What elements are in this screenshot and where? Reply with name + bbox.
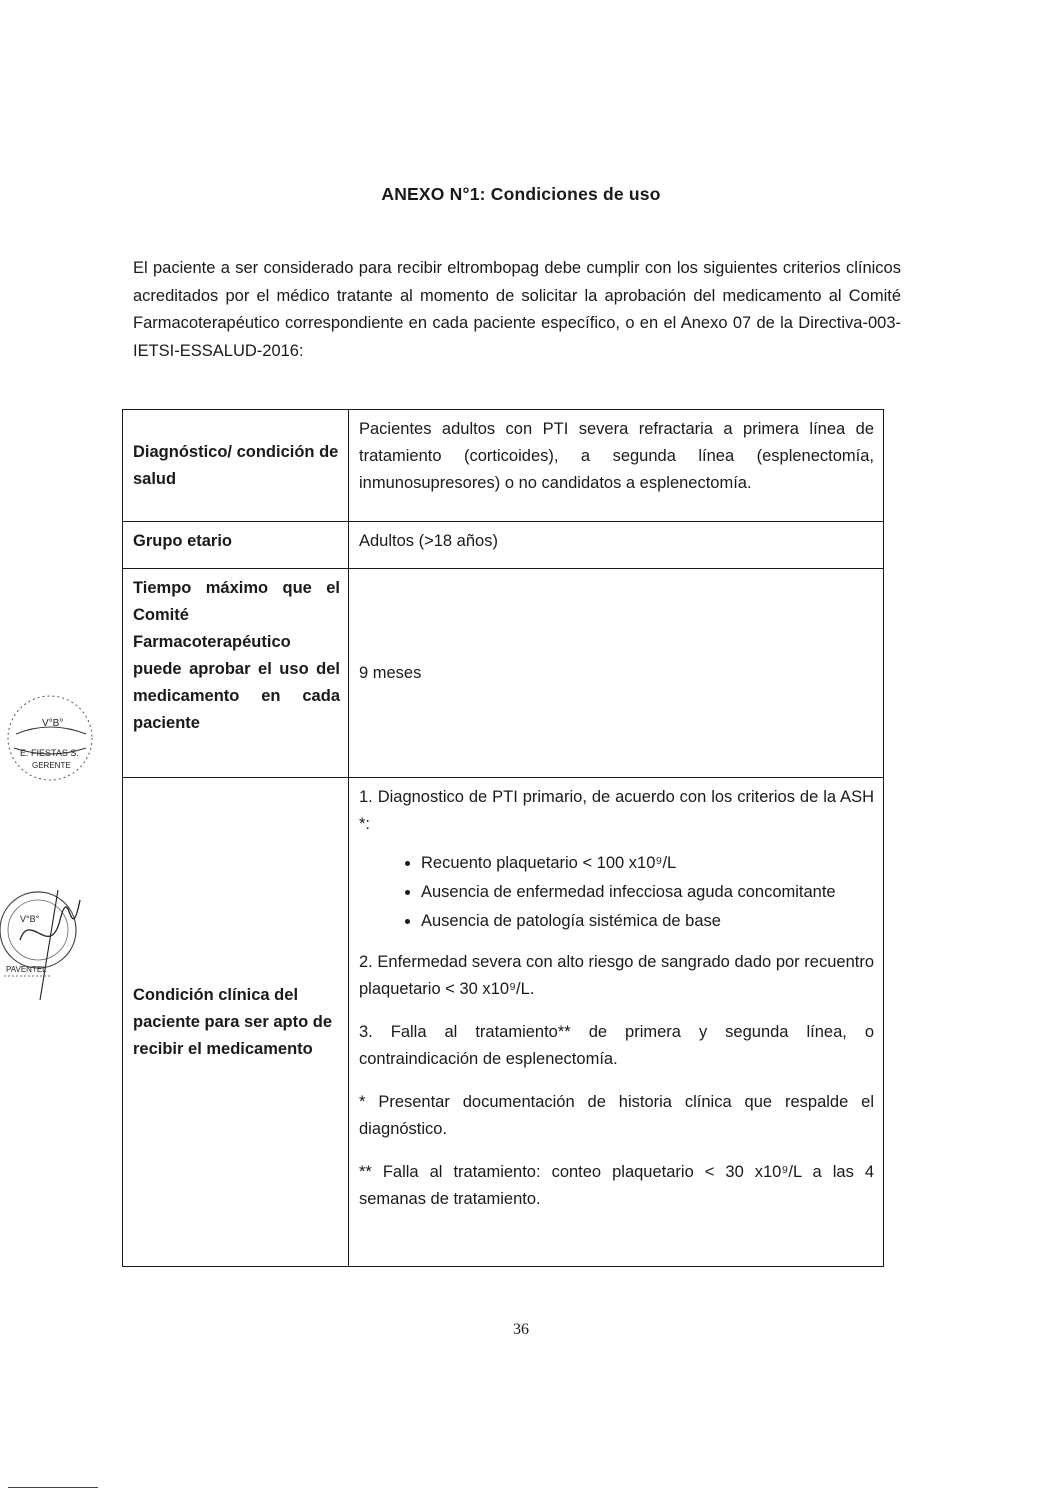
condition-item-3: 3. Falla al tratamiento** de primera y segunda línea, o contraindicación de esplenectomía. <box>359 1023 874 1068</box>
stamp-2-name: PAVENTEL <box>6 965 47 974</box>
condition-item-1: 1. Diagnostico de PTI primario, de acuerdo con los criterios de la ASH *: <box>359 788 874 833</box>
stamp-1-role: GERENTE <box>32 761 71 770</box>
max-time-label: Tiempo máximo que el Comité Farmacoterapéutico puede aprobar el uso del medicamento en cada paciente <box>123 569 349 778</box>
table-row <box>123 522 884 569</box>
condition-label: Condición clínica del paciente para ser apto de recibir el medicamento <box>123 778 349 1267</box>
condition-bullets <box>359 850 874 935</box>
stamp-1-name: E. FIESTAS S. <box>20 748 79 758</box>
stamp-2-vobo: V°B° <box>20 914 40 924</box>
stamp-1-vobo: V°B° <box>42 718 64 729</box>
approval-stamp-1 <box>2 690 98 786</box>
page-title: ANEXO N°1: Condiciones de uso <box>381 184 661 204</box>
conditions-table <box>122 409 884 1267</box>
table-row <box>123 778 884 1267</box>
intro-paragraph: El paciente a ser considerado para recibir eltrombopag debe cumplir con los siguientes criterios clínicos acreditados por el médico tratante al momento de solicitar la aprobación del medicamento al Comité Farmacoterapéutico correspondiente en cada paciente específico, o en el Anexo 07 de la Directiva-003-IETSI-ESSALUD-2016: <box>133 259 901 360</box>
age-group-value: Adultos (>18 años) <box>349 522 884 569</box>
condition-note-1: * Presentar documentación de historia clínica que respalde el diagnóstico. <box>359 1093 874 1138</box>
table-row <box>123 410 884 522</box>
age-group-label: Grupo etario <box>123 522 349 569</box>
diagnosis-value <box>349 410 884 522</box>
diagnosis-text: Pacientes adultos con PTI severa refractaria a primera línea de tratamiento (corticoides), a segunda línea (esplenectomía, inmunosupresores) o no candidatos a esplenectomía. <box>359 420 874 492</box>
condition-item-2: 2. Enfermedad severa con alto riesgo de sangrado dado por recuentro plaquetario < 30 x10⁹/L. <box>359 953 874 998</box>
list-item: • Recuento plaquetario < 100 x10⁹/L <box>421 850 874 877</box>
condition-note-2: ** Falla al tratamiento: conteo plaquetario < 30 x10⁹/L a las 4 semanas de tratamiento. <box>359 1163 874 1208</box>
page-number: 36 <box>513 1321 529 1338</box>
condition-value <box>349 778 884 1267</box>
table-row <box>123 569 884 778</box>
list-item: • Ausencia de enfermedad infecciosa aguda concomitante <box>421 879 874 906</box>
list-item: • Ausencia de patología sistémica de base <box>421 908 874 935</box>
diagnosis-label: Diagnóstico/ condición de salud <box>123 410 349 522</box>
footer-rule <box>8 1487 98 1488</box>
approval-stamp-2 <box>0 880 88 1010</box>
max-time-value: 9 meses <box>349 569 884 778</box>
